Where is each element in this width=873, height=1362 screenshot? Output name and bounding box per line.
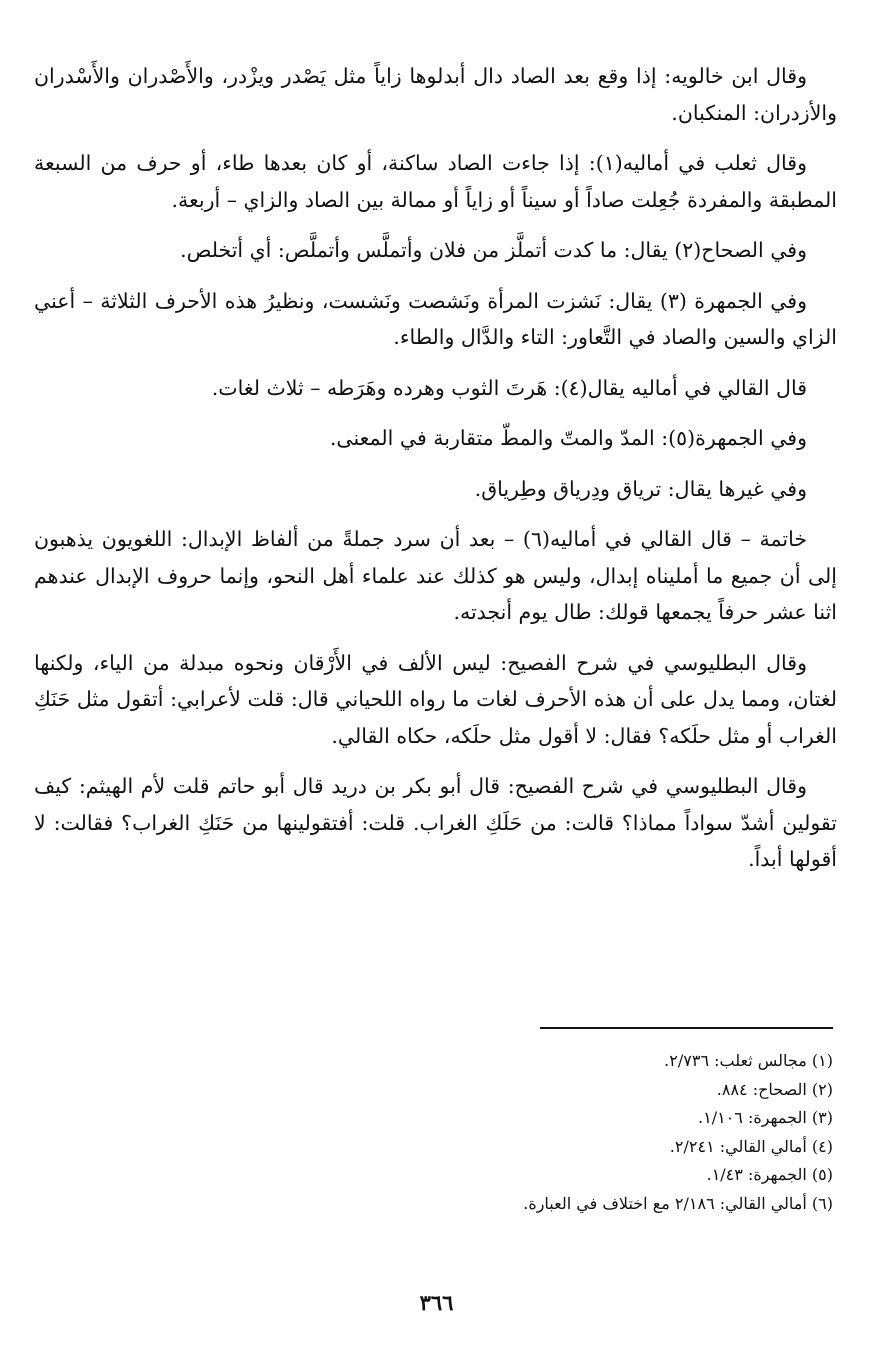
footnotes (193, 1047, 833, 1218)
paragraph-others: وفي غيرها يقال: ترياق ودِرياق وطِرياق. (474, 476, 807, 501)
footnote-4: (٤) أمالي القالي: ٢/٢٤١. (669, 1136, 833, 1156)
page-number: ٣٦٦ (419, 1290, 454, 1315)
footnote-6: (٦) أمالي القالي: ٢/١٨٦ مع اختلاف في العبارة. (523, 1193, 833, 1213)
paragraph-sihah: وفي الصحاح(٢) يقال: ما كدت أتملَّز من فلان وأتملَّس وأتملَّص: أي أتخلص. (180, 238, 807, 262)
paragraph-thalab: وقال ثعلب في أماليه(١): إذا جاءت الصاد ساكنة، أو كان بعدها طاء، أو حرف من السبعة المطبقة والمفردة جُعِلت صاداً أو سيناً أو زاياً أو ممالة بين الصاد والزاي – أربعة. (34, 151, 837, 212)
paragraph-khatima: خاتمة – قال القالي في أماليه(٦) – بعد أن سرد جملةً من ألفاظ الإبدال: اللغويون يذهبون إلى أن جميع ما أمليناه إبدال، وليس هو كذلك عند علماء أهل النحو، وإنما حروف الإبدال عندهم اثنا عشر حرفاً يجمعها قولك: طال يوم أنجدته. (34, 527, 837, 624)
footnote-2: (٢) الصحاح: ٨٨٤. (716, 1079, 833, 1099)
footnote-divider (540, 1027, 833, 1029)
paragraph-qali-1: قال القالي في أماليه يقال(٤): هَرتَ الثوب وهرده وهَرَطه – ثلاث لغات. (211, 375, 807, 400)
page-body (34, 58, 837, 892)
main-text (34, 58, 837, 878)
paragraph-ibn-khalawayh: وقال ابن خالويه: إذا وقع بعد الصاد دال أبدلوها زاياً مثل يَصْدر ويزْدر، والأَصْدران والأَسْدران والأزدران: المنكبان. (34, 64, 837, 125)
footnote-5: (٥) الجمهرة: ١/٤٣. (706, 1165, 833, 1184)
paragraph-batalyawsi-1: وقال البطليوسي في شرح الفصيح: ليس الألف في الأَرْقان ونحوه مبدلة من الياء، ولكنها لغتان، ومما يدل على أن هذه الأحرف لغات ما رواه اللحياني قال: قلت لأعرابي: أتقول مثل حَنَكِ الغراب أو مثل حلَكه؟ فقال: لا أقول مثل حلَكه، حكاه القالي. (34, 650, 837, 748)
footnote-3: (٣) الجمهرة: ١/١٠٦. (698, 1108, 833, 1127)
paragraph-jamhara-2: وفي الجمهرة(٥): المدّ والمتّ والمطّ متقاربة في المعنى. (329, 426, 807, 450)
paragraph-batalyawsi-2: وقال البطليوسي في شرح الفصيح: قال أبو بكر بن دريد قال أبو حاتم قلت لأم الهيثم: كيف تقولين أشدّ سواداً مماذا؟ قالت: من حَلَكِ الغراب. قلت: أفتقولينها من حَنَكِ الغراب؟ فقالت: لا أقولها أبداً. (34, 774, 837, 871)
footnote-1: (١) مجالس ثعلب: ٢/٧٣٦. (664, 1051, 833, 1070)
paragraph-jamhara-1: وفي الجمهرة (٣) يقال: نَشزت المرأة ونَشصت ونَشست، ونظيرُ هذه الأحرف الثلاثة – أعني الزاي والسين والصاد في التَّعاور: التاء والدَّال والطاء. (34, 288, 837, 349)
